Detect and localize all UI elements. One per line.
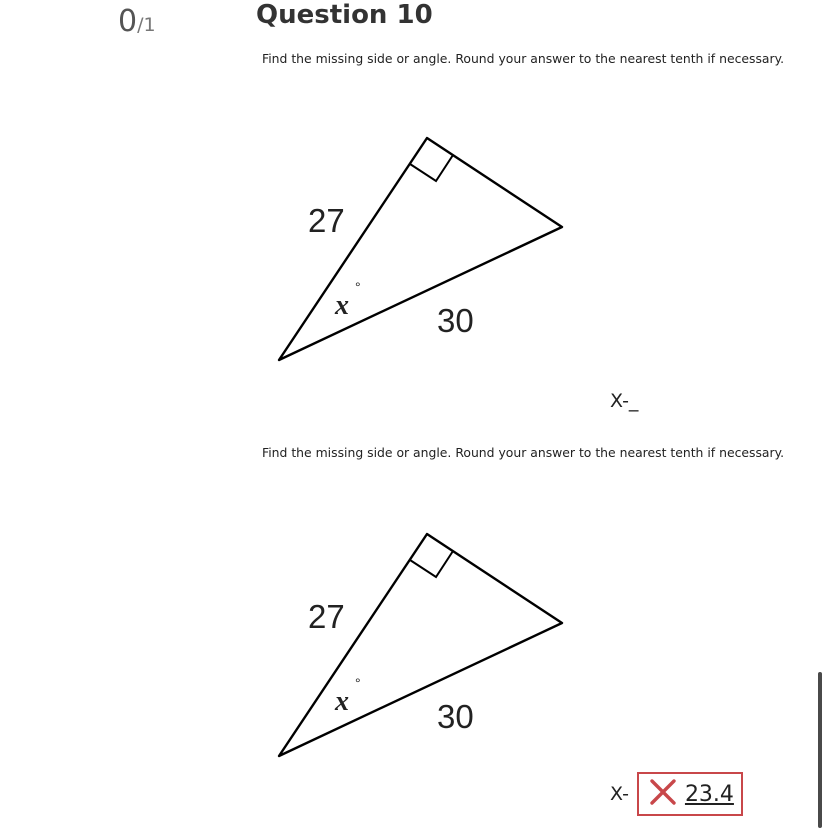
question-prompt-repeat: Find the missing side or angle. Round your answer to the nearest tenth if necessary. [262, 445, 785, 460]
side-label-hypotenuse: 27 [308, 598, 345, 635]
degree-symbol: ° [355, 279, 361, 295]
answer-value: 23.4 [684, 781, 734, 807]
answer-prefix: X- [610, 783, 629, 805]
question-prompt: Find the missing side or angle. Round your answer to the nearest tenth if necessary. [262, 51, 785, 66]
submitted-answer-row [610, 772, 743, 816]
side-label-leg: 30 [437, 302, 474, 339]
score-earned: 0 [118, 4, 138, 39]
triangle-figure [270, 128, 580, 368]
score-display [118, 4, 156, 39]
scrollbar-thumb[interactable] [818, 672, 822, 828]
answer-field[interactable] [637, 772, 743, 816]
degree-symbol: ° [355, 675, 361, 691]
side-label-hypotenuse: 27 [308, 202, 345, 239]
side-label-leg: 30 [437, 698, 474, 735]
question-title: Question 10 [256, 0, 433, 30]
close-icon [649, 778, 677, 811]
angle-label: x [335, 686, 349, 717]
answer-blank: X-_ [610, 390, 639, 412]
score-possible: /1 [137, 14, 156, 36]
triangle-figure-repeat [270, 524, 580, 764]
angle-label: x [335, 290, 349, 321]
